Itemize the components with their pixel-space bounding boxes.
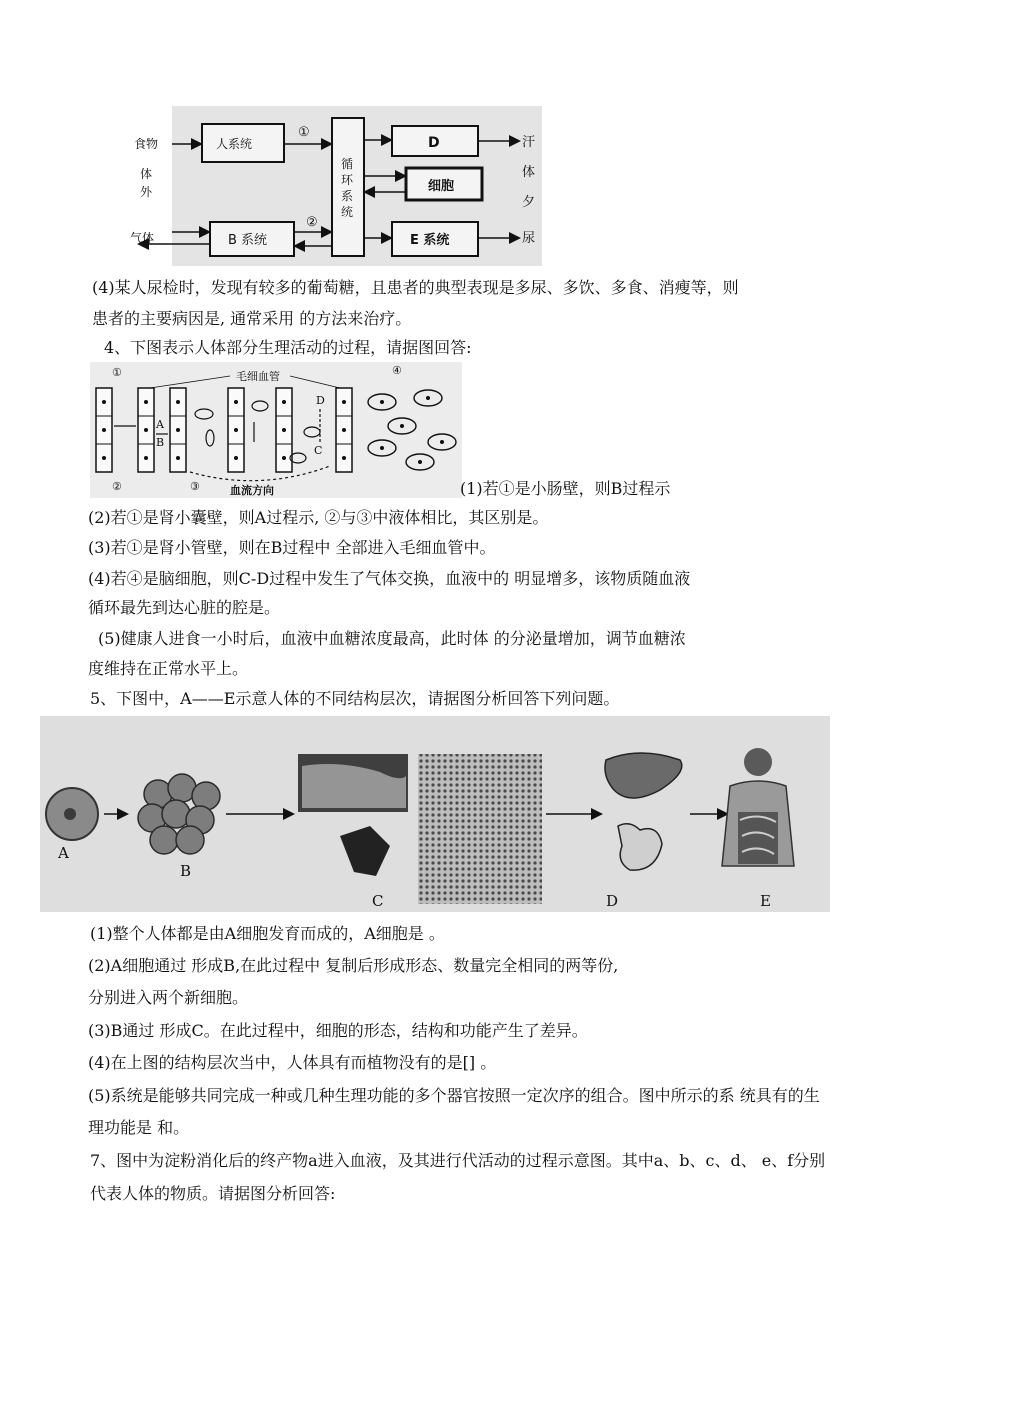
label-a: A <box>58 844 69 862</box>
label-d: D <box>316 394 325 407</box>
q4-title: 4、下图表示人体部分生理活动的过程，请据图回答: <box>104 338 472 357</box>
figure-capillary-diagram <box>90 362 462 498</box>
q5-5-line1: (5)系统是能够共同完成一种或几种生理功能的多个器官按照一定次序的组合。图中所示的系 统具有的生 <box>88 1086 820 1105</box>
q4-4-line1: (4)若④是脑细胞，则C-D过程中发生了气体交换，血液中的 明显增多，该物质随血液 <box>88 569 691 588</box>
label-body-outside-2: 外 <box>140 185 153 199</box>
q5-title: 5、下图中，A——E示意人体的不同结构层次，请据图分析回答下列问题。 <box>90 689 620 708</box>
label-arrow-2: ② <box>306 215 318 230</box>
q3-4-line2: 患者的主要病因是, 通常采用 的方法来治疗。 <box>92 309 412 328</box>
q4-2: (2)若①是肾小囊壁，则A过程示, ②与③中液体相比，其区别是。 <box>88 508 549 527</box>
q5-2-line2: 分别进入两个新细胞。 <box>88 988 249 1007</box>
q5-4: (4)在上图的结构层次当中，人体具有而植物没有的是[] 。 <box>88 1053 497 1072</box>
label-a: A <box>156 418 164 431</box>
q7-line1: 7、图中为淀粉消化后的终产物a进入血液，及其进行代活动的过程示意图。其中a、b、c、d、 e、f分别 <box>90 1151 826 1170</box>
q4-5-line2: 度维持在正常水平上。 <box>88 659 249 678</box>
tissue-c2 <box>418 754 542 904</box>
label-out-xi: 夕 <box>522 195 536 210</box>
q3-4-line1: (4)某人尿检时，发现有较多的葡萄糖，且患者的典型表现是多尿、多饮、多食、消瘦等，则 <box>92 278 739 297</box>
label-n2: ② <box>112 480 122 493</box>
label-body-outside-1: 体 <box>140 167 153 181</box>
q4-1: (1)若①是小肠壁，则B过程示 <box>460 479 671 498</box>
label-c: C <box>314 444 323 457</box>
figure-structure-levels <box>40 716 830 912</box>
label-b: B <box>180 862 192 880</box>
q5-1: (1)整个人体都是由A细胞发育而成的，A细胞是 。 <box>90 924 445 943</box>
label-urine: 尿 <box>522 231 536 246</box>
label-b: B <box>156 436 165 449</box>
label-c: C <box>372 892 384 910</box>
label-n4: ④ <box>392 364 402 377</box>
label-e: E <box>760 892 771 910</box>
label-circ-2: 环 <box>341 173 354 187</box>
label-sweat: 汗 <box>522 135 536 150</box>
q4-3: (3)若①是肾小管壁，则在B过程中 全部进入毛细血管中。 <box>88 538 496 557</box>
box-circulatory-system <box>332 118 364 256</box>
label-d: D <box>606 892 619 910</box>
label-n3: ③ <box>190 480 200 493</box>
label-e-system: E 系统 <box>410 233 450 248</box>
q5-3: (3)B通过 形成C。在此过程中，细胞的形态，结构和功能产生了差异。 <box>88 1021 588 1040</box>
label-n1: ① <box>112 366 122 379</box>
figure-system-diagram <box>130 104 550 268</box>
label-out-body: 体 <box>522 165 536 180</box>
q7-line2: 代表人体的物质。请据图分析回答: <box>90 1184 336 1203</box>
label-circ-4: 统 <box>341 205 354 219</box>
q5-2-line1: (2)A细胞通过 形成B,在此过程中 复制后形成形态、数量完全相同的两等份, <box>88 956 619 975</box>
label-digestive-system: 人系统 <box>216 137 253 151</box>
label-d: D <box>428 135 440 151</box>
label-circ-1: 循 <box>341 157 354 171</box>
label-flow: 血流方向 <box>230 484 274 497</box>
label-circ-3: 系 <box>341 189 354 203</box>
label-capillary: 毛细血管 <box>236 370 280 383</box>
q4-4-line2: 循环最先到达心脏的腔是。 <box>88 598 281 617</box>
q4-5-line1: (5)健康人进食一小时后，血液中血糖浓度最高，此时体 的分泌量增加，调节血糖浓 <box>98 629 686 648</box>
label-b-system: B 系统 <box>228 233 268 248</box>
q5-5-line2: 理功能是 和。 <box>88 1118 190 1137</box>
label-arrow-1: ① <box>298 125 310 140</box>
label-gas: 气体 <box>130 231 155 245</box>
label-food: 食物 <box>134 137 159 151</box>
label-cell: 细胞 <box>428 179 455 194</box>
